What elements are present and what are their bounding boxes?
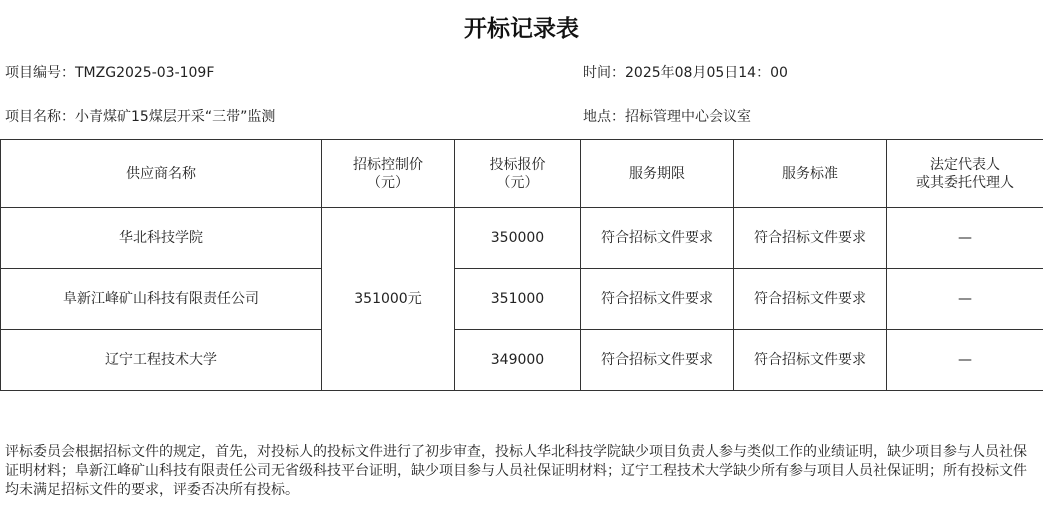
header-supplier: 供应商名称 (1, 140, 322, 208)
bid-price-value: 349000 (455, 330, 581, 391)
table-header-row (1, 140, 1043, 208)
supplier-name: 辽宁工程技术大学 (1, 330, 322, 391)
header-control-price-line2: （元） (367, 174, 409, 191)
opening-location: 地点：招标管理中心会议室 (583, 109, 751, 125)
control-price-value: 351000元 (322, 208, 455, 391)
header-service-standard: 服务标准 (734, 140, 887, 208)
header-control-price-line1: 招标控制价 (353, 156, 423, 173)
table-row (1, 269, 1043, 330)
service-standard-value: 符合招标文件要求 (734, 330, 887, 391)
header-representative-line2: 或其委托代理人 (916, 174, 1014, 191)
representative-value: — (887, 208, 1043, 269)
supplier-name: 阜新江峰矿山科技有限责任公司 (1, 269, 322, 330)
opening-time: 时间：2025年08月05日14：00 (583, 65, 788, 81)
table-row (1, 330, 1043, 391)
supplier-name: 华北科技学院 (1, 208, 322, 269)
service-standard-value: 符合招标文件要求 (734, 208, 887, 269)
service-period-value: 符合招标文件要求 (581, 330, 734, 391)
table-row (1, 208, 1043, 269)
header-representative-line1: 法定代表人 (930, 156, 1000, 173)
header-bid-price (455, 140, 581, 208)
bid-opening-table (0, 139, 1043, 391)
service-standard-value: 符合招标文件要求 (734, 269, 887, 330)
bid-price-value: 351000 (455, 269, 581, 330)
representative-value: — (887, 269, 1043, 330)
bid-price-value: 350000 (455, 208, 581, 269)
page-title: 开标记录表 (464, 15, 579, 42)
evaluation-note: 评标委员会根据招标文件的规定，首先，对投标人的投标文件进行了初步审查，投标人华北科技学院缺少项目负责人参与类似工作的业绩证明，缺少项目参与人员社保证明材料；阜新江峰矿山科技有限责任公司无省级科技平台证明，缺少项目参与人员社保证明材料；辽宁工程技术大学缺少所有参与项目人员社保证明；所有投标文件均未满足招标文件的要求，评委否决所有投标。 (5, 444, 1027, 498)
header-control-price (322, 140, 455, 208)
header-bid-price-line1: 投标报价 (489, 156, 546, 173)
project-number: 项目编号：TMZG2025-03-109F (5, 65, 215, 81)
header-representative (887, 140, 1043, 208)
header-bid-price-line2: （元） (496, 174, 539, 191)
service-period-value: 符合招标文件要求 (581, 269, 734, 330)
project-name: 项目名称：小青煤矿15煤层开采“三带”监测 (5, 109, 276, 125)
service-period-value: 符合招标文件要求 (581, 208, 734, 269)
header-service-period: 服务期限 (581, 140, 734, 208)
representative-value: — (887, 330, 1043, 391)
